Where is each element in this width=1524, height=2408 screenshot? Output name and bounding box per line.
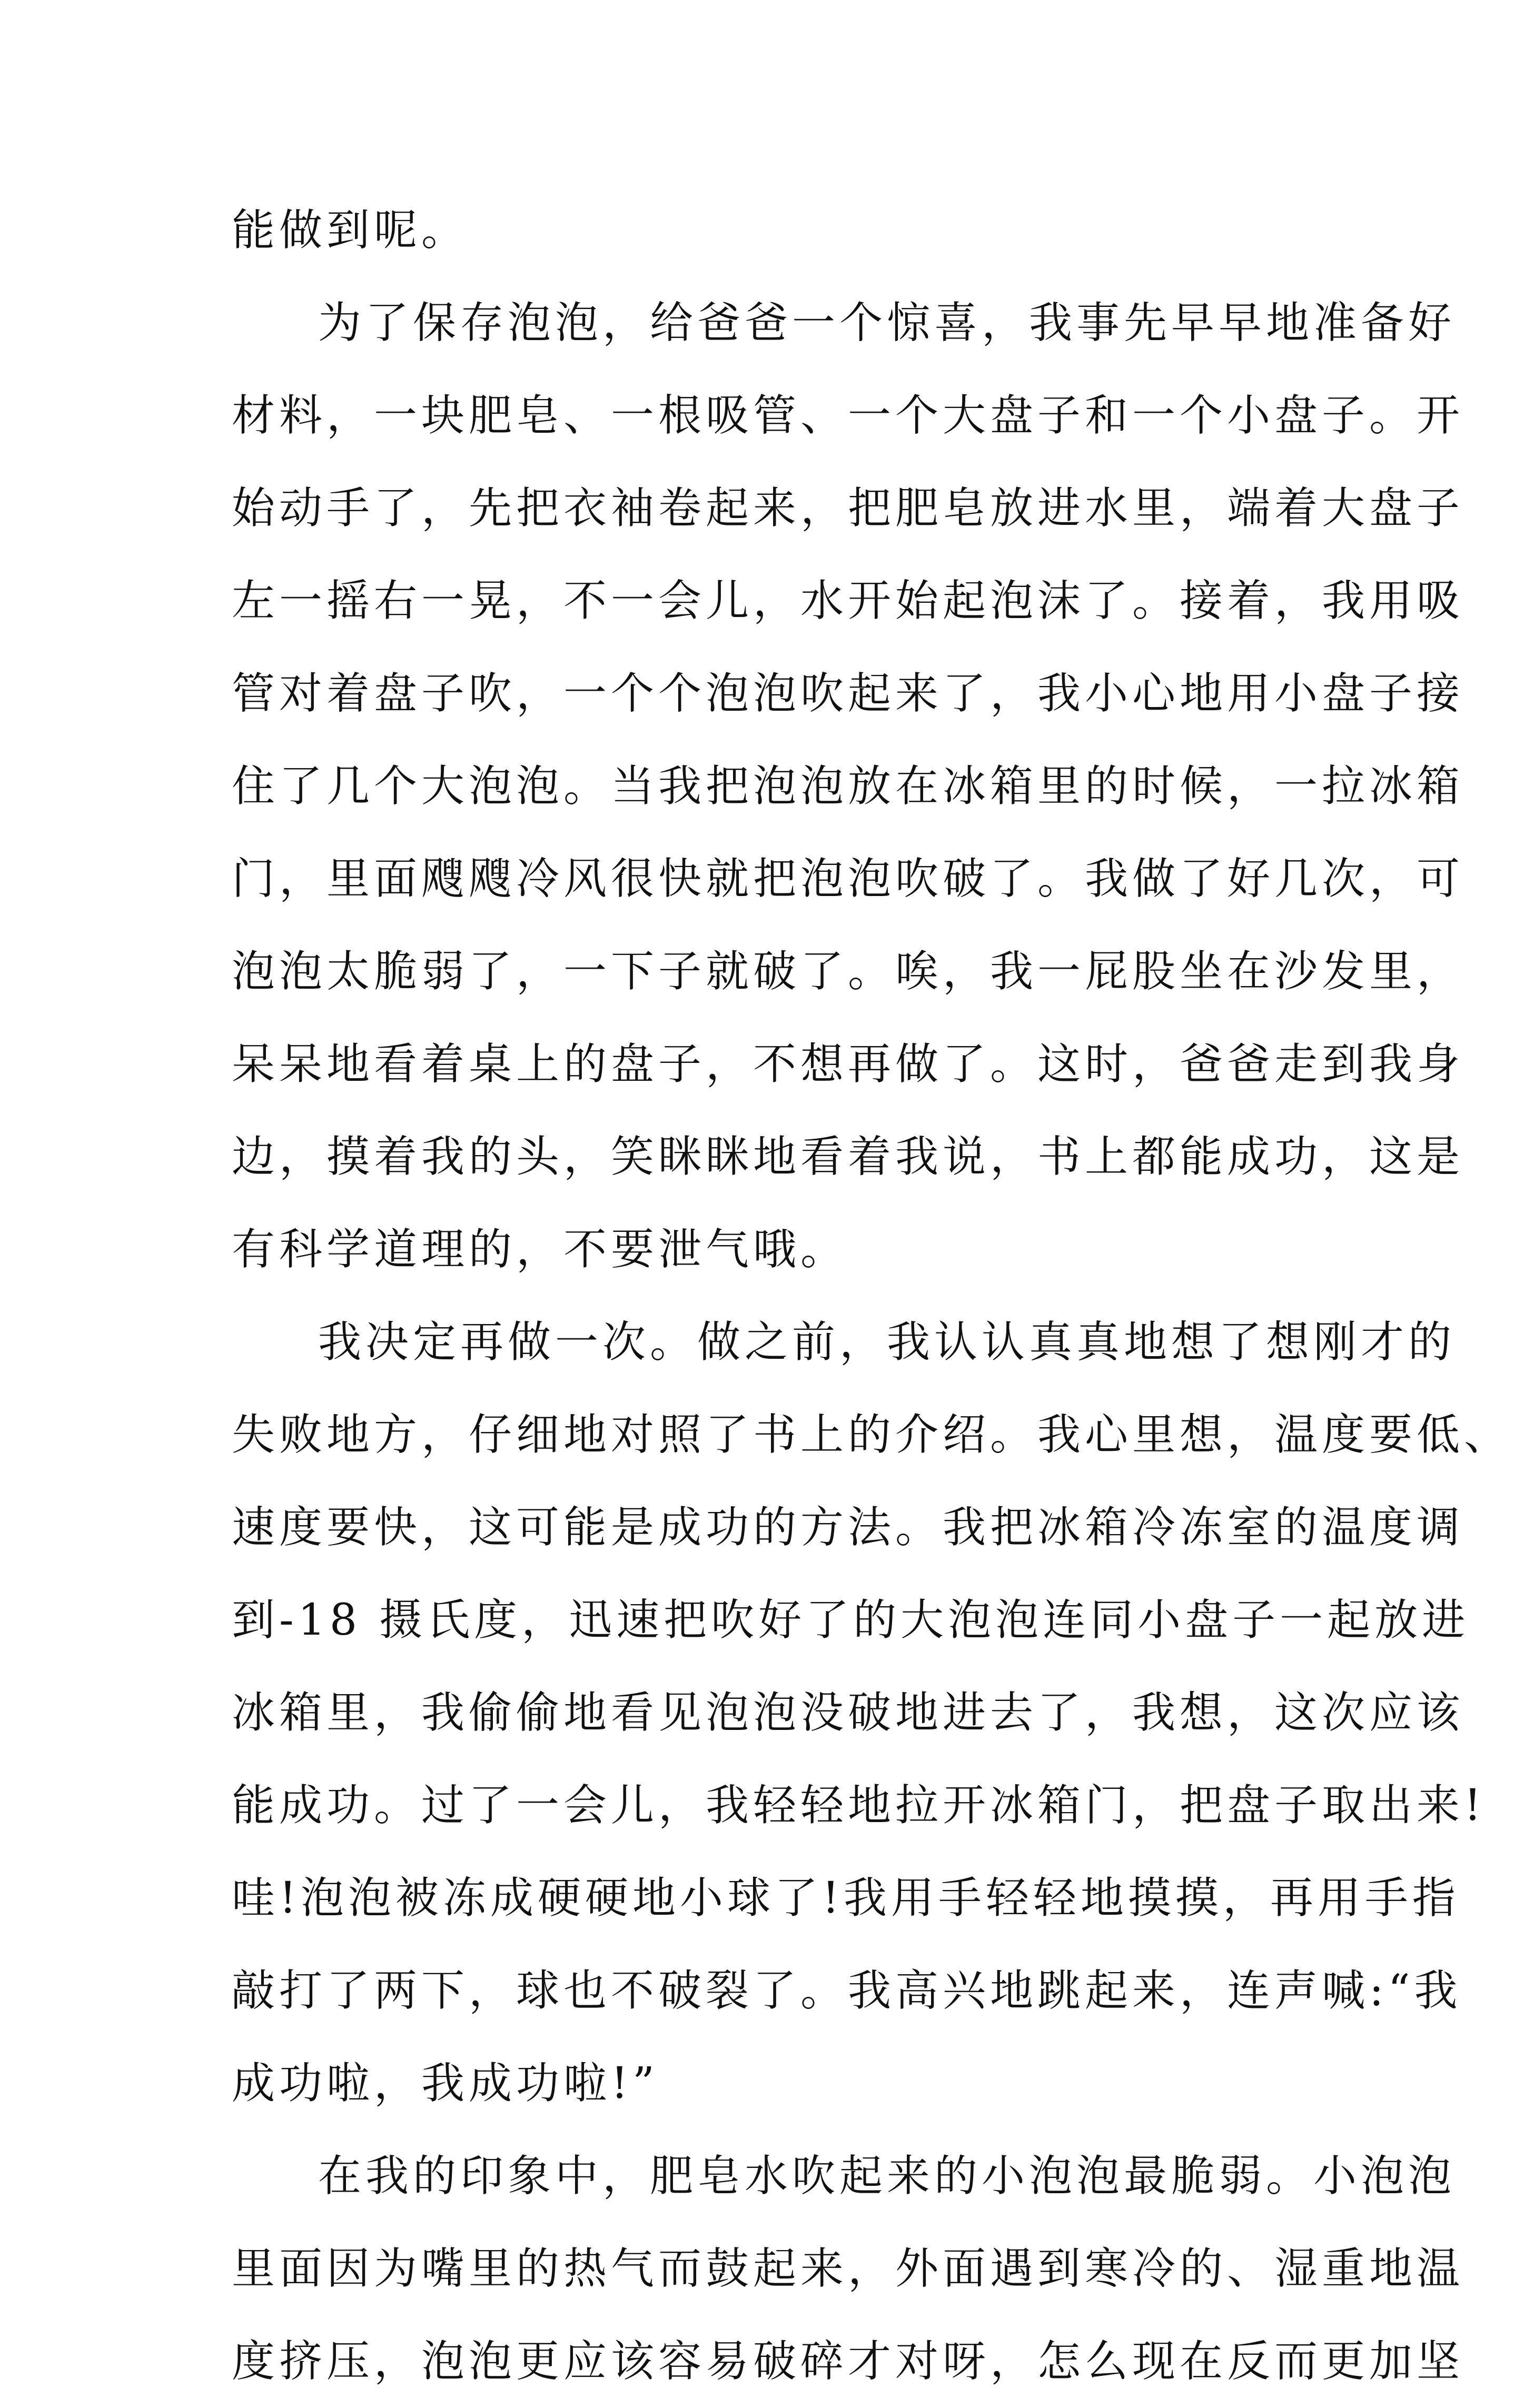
text-line: 失败地方，仔细地对照了书上的介绍。我心里想，温度要低、 bbox=[232, 1410, 1512, 1460]
text-line: 住了几个大泡泡。当我把泡泡放在冰箱里的时候，一拉冰箱 bbox=[232, 761, 1464, 811]
text-line: 冰箱里，我偷偷地看见泡泡没破地进去了，我想，这次应该 bbox=[232, 1688, 1464, 1738]
paragraph-start-line: 为了保存泡泡，给爸爸一个惊喜，我事先早早地准备好 bbox=[318, 298, 1456, 348]
text-line: 门，里面飕飕冷风很快就把泡泡吹破了。我做了好几次，可 bbox=[232, 854, 1464, 904]
text-line: 材料，一块肥皂、一根吸管、一个大盘子和一个小盘子。开 bbox=[232, 391, 1464, 441]
text-line: 呆呆地看着桌上的盘子，不想再做了。这时，爸爸走到我身 bbox=[232, 1039, 1464, 1089]
text-line: 左一摇右一晃，不一会儿，水开始起泡沫了。接着，我用吸 bbox=[232, 576, 1464, 626]
text-line: 始动手了，先把衣袖卷起来，把肥皂放进水里，端着大盘子 bbox=[232, 483, 1464, 533]
text-line: 泡泡太脆弱了，一下子就破了。唉，我一屁股坐在沙发里， bbox=[232, 947, 1464, 997]
text-line: 管对着盘子吹，一个个泡泡吹起来了，我小心地用小盘子接 bbox=[232, 669, 1464, 719]
text-line: 有科学道理的，不要泄气哦。 bbox=[232, 1225, 848, 1275]
text-line: 成功啦，我成功啦!” bbox=[232, 2058, 659, 2108]
paragraph-start-line: 在我的印象中，肥皂水吹起来的小泡泡最脆弱。小泡泡 bbox=[318, 2151, 1456, 2201]
text-line: 里面因为嘴里的热气而鼓起来，外面遇到寒冷的、湿重地温 bbox=[232, 2244, 1464, 2294]
text-line: 敲打了两下，球也不破裂了。我高兴地跳起来，连声喊:“我 bbox=[232, 1966, 1462, 2016]
text-line: 边，摸着我的头，笑眯眯地看着我说，书上都能成功，这是 bbox=[232, 1132, 1464, 1182]
document-body bbox=[232, 184, 1512, 2408]
text-line: 度挤压，泡泡更应该容易破碎才对呀，怎么现在反而更加坚 bbox=[232, 2336, 1464, 2386]
text-line: 速度要快，这可能是成功的方法。我把冰箱冷冻室的温度调 bbox=[232, 1502, 1464, 1553]
paragraph-start-line: 我决定再做一次。做之前，我认认真真地想了想刚才的 bbox=[318, 1317, 1456, 1367]
text-line: 能做到呢。 bbox=[232, 205, 469, 255]
text-line: 到-18 摄氏度，迅速把吹好了的大泡泡连同小盘子一起放进 bbox=[232, 1595, 1470, 1645]
text-line: 能成功。过了一会儿，我轻轻地拉开冰箱门，把盘子取出来! bbox=[232, 1780, 1486, 1830]
text-line: 哇!泡泡被冻成硬硬地小球了!我用手轻轻地摸摸，再用手指 bbox=[232, 1873, 1460, 1923]
